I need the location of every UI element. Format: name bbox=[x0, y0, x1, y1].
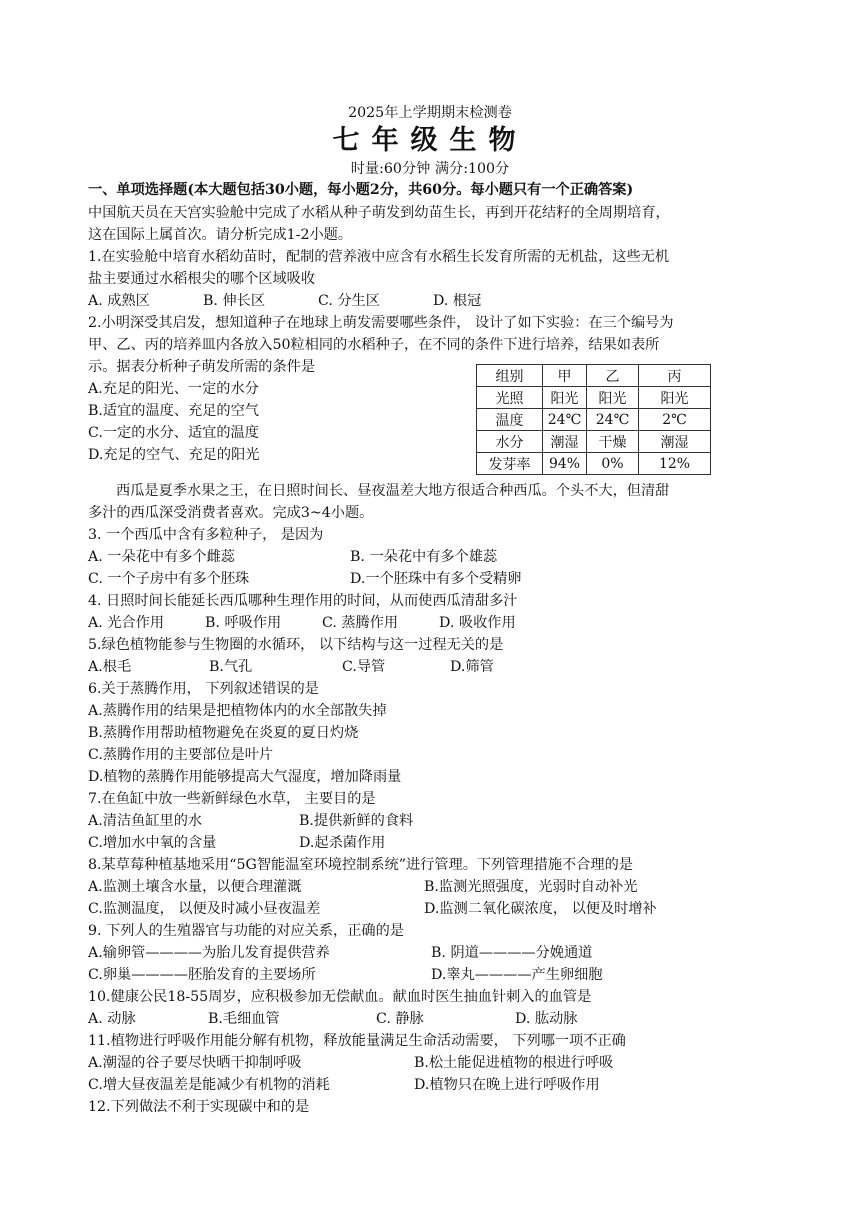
option: D.筛管 bbox=[450, 659, 494, 675]
option: D.一个胚珠中有多个受精卵 bbox=[350, 571, 522, 587]
option: B. 呼吸作用 bbox=[205, 615, 282, 631]
question-stem: 示。据表分析种子萌发所需的条件是 bbox=[88, 359, 316, 375]
table-cell: 组别 bbox=[477, 365, 543, 387]
option: C. 分生区 bbox=[318, 293, 380, 309]
question-stem: 5.绿色植物能参与生物圈的水循环， 以下结构与这一过程无关的是 bbox=[88, 637, 504, 653]
table-cell: 0% bbox=[587, 453, 639, 475]
option: B.适宜的温度、充足的空气 bbox=[88, 403, 259, 419]
page-title: 七年级生物 bbox=[332, 125, 528, 156]
question-stem: 1.在实验舱中培育水稻幼苗时，配制的营养液中应含有水稻生长发育所需的无机盐，这些无机 bbox=[88, 249, 670, 265]
table-cell: 24℃ bbox=[543, 409, 587, 431]
germination-table bbox=[476, 364, 711, 475]
question-stem: 4. 日照时间长能延长西瓜哪种生理作用的时间，从而使西瓜清甜多汁 bbox=[88, 593, 518, 609]
option: B.气孔 bbox=[209, 659, 253, 675]
question-stem: 12.下列做法不利于实现碳中和的是 bbox=[88, 1099, 310, 1115]
exam-name: 2025年上学期期末检测卷 bbox=[348, 105, 512, 121]
option: B. 伸长区 bbox=[203, 293, 266, 309]
table-cell: 水分 bbox=[477, 431, 543, 453]
table-cell: 丙 bbox=[639, 365, 711, 387]
table-cell: 阳光 bbox=[543, 387, 587, 409]
question-stem: 甲、乙、丙的培养皿内各放入50粒相同的水稻种子，在不同的条件下进行培养，结果如表所 bbox=[88, 337, 660, 353]
option: B. 阴道————分娩通道 bbox=[431, 945, 593, 961]
table-cell: 干燥 bbox=[587, 431, 639, 453]
table-row bbox=[477, 431, 711, 453]
option: A.蒸腾作用的结果是把植物体内的水全部散失掉 bbox=[88, 703, 387, 719]
option: A. 一朵花中有多个雌蕊 bbox=[88, 549, 235, 565]
table-cell: 阳光 bbox=[639, 387, 711, 409]
table-row bbox=[477, 453, 711, 475]
section-heading: 一、单项选择题(本大题包括30小题，每小题2分，共60分。每小题只有一个正确答案) bbox=[88, 182, 634, 198]
option: A. 成熟区 bbox=[88, 293, 150, 309]
question-stem: 7.在鱼缸中放一些新鲜绿色水草， 主要目的是 bbox=[88, 791, 376, 807]
option: C.增大昼夜温差是能减少有机物的消耗 bbox=[88, 1077, 330, 1093]
option: D. 根冠 bbox=[433, 293, 482, 309]
option: A.根毛 bbox=[88, 659, 132, 675]
option: A. 光合作用 bbox=[88, 615, 165, 631]
table-cell: 阳光 bbox=[587, 387, 639, 409]
question-stem: 10.健康公民18-55周岁，应积极参加无偿献血。献血时医生抽血针刺入的血管是 bbox=[88, 989, 592, 1005]
intro-line: 西瓜是夏季水果之王，在日照时间长、昼夜温差大地方很适合种西瓜。个头不大，但清甜 bbox=[116, 483, 670, 499]
option: D.植物只在晚上进行呼吸作用 bbox=[414, 1077, 600, 1093]
option: C.一定的水分、适宜的温度 bbox=[88, 425, 259, 441]
option: D.监测二氧化碳浓度， 以便及时增补 bbox=[424, 901, 657, 917]
table-cell: 乙 bbox=[587, 365, 639, 387]
option: B.提供新鲜的食料 bbox=[299, 813, 414, 829]
question-stem: 6.关于蒸腾作用， 下列叙述错误的是 bbox=[88, 681, 319, 697]
table-cell: 光照 bbox=[477, 387, 543, 409]
table-cell: 2℃ bbox=[639, 409, 711, 431]
option: D. 肱动脉 bbox=[515, 1011, 578, 1027]
option: B.蒸腾作用帮助植物避免在炎夏的夏日灼烧 bbox=[88, 725, 359, 741]
table-cell: 发芽率 bbox=[477, 453, 543, 475]
option: D.充足的空气、充足的阳光 bbox=[88, 447, 260, 463]
question-stem: 3. 一个西瓜中含有多粒种子， 是因为 bbox=[88, 527, 324, 543]
question-stem: 2.小明深受其启发，想知道种子在地球上萌发需要哪些条件， 设计了如下实验：在三个编号为 bbox=[88, 315, 674, 331]
option: A.充足的阳光、一定的水分 bbox=[88, 381, 259, 397]
question-stem: 8.某草莓种植基地采用“5G智能温室环境控制系统”进行管理。下列管理措施不合理的是 bbox=[88, 857, 633, 873]
question-stem: 盐主要通过水稻根尖的哪个区域吸收 bbox=[88, 271, 316, 287]
option: C.卵巢————胚胎发育的主要场所 bbox=[88, 967, 316, 983]
table-cell: 甲 bbox=[543, 365, 587, 387]
option: A.输卵管————为胎儿发育提供营养 bbox=[88, 945, 330, 961]
table-cell: 24℃ bbox=[587, 409, 639, 431]
option: A.潮湿的谷子要尽快晒干抑制呼吸 bbox=[88, 1055, 302, 1071]
option: D.起杀菌作用 bbox=[299, 835, 386, 851]
option: D.睾丸————产生卵细胞 bbox=[431, 967, 603, 983]
option: C.蒸腾作用的主要部位是叶片 bbox=[88, 747, 274, 763]
table-cell: 12% bbox=[639, 453, 711, 475]
option: C. 蒸腾作用 bbox=[322, 615, 399, 631]
option: A.监测土壤含水量，以便合理灌溉 bbox=[88, 879, 302, 895]
table-cell: 94% bbox=[543, 453, 587, 475]
option: B. 一朵花中有多个雄蕊 bbox=[350, 549, 498, 565]
table-row bbox=[477, 365, 711, 387]
table-cell: 潮湿 bbox=[639, 431, 711, 453]
option: D.植物的蒸腾作用能够提高大气湿度，增加降雨量 bbox=[88, 769, 402, 785]
intro-line: 这在国际上属首次。请分析完成1-2小题。 bbox=[88, 227, 353, 243]
option: C. 静脉 bbox=[376, 1011, 424, 1027]
intro-line: 多汁的西瓜深受消费者喜欢。完成3~4小题。 bbox=[88, 505, 374, 521]
question-stem: 9. 下列人的生殖器官与功能的对应关系，正确的是 bbox=[88, 923, 404, 939]
option: B.松土能促进植物的根进行呼吸 bbox=[414, 1055, 614, 1071]
table-cell: 潮湿 bbox=[543, 431, 587, 453]
time-score: 时量:60分钟 满分:100分 bbox=[350, 161, 510, 177]
option: C.增加水中氧的含量 bbox=[88, 835, 217, 851]
option: D. 吸收作用 bbox=[439, 615, 516, 631]
option: B.监测光照强度，光弱时自动补光 bbox=[424, 879, 638, 895]
option: C. 一个子房中有多个胚珠 bbox=[88, 571, 250, 587]
option: B.毛细血管 bbox=[208, 1011, 280, 1027]
option: A. 动脉 bbox=[88, 1011, 136, 1027]
option: C.导管 bbox=[342, 659, 386, 675]
option: A.清洁鱼缸里的水 bbox=[88, 813, 203, 829]
question-stem: 11.植物进行呼吸作用能分解有机物，释放能量满足生命活动需要， 下列哪一项不正确 bbox=[88, 1033, 626, 1049]
option: C.监测温度， 以便及时减小昼夜温差 bbox=[88, 901, 321, 917]
table-row bbox=[477, 409, 711, 431]
table-cell: 温度 bbox=[477, 409, 543, 431]
intro-line: 中国航天员在天宫实验舱中完成了水稻从种子萌发到幼苗生长，再到开花结籽的全周期培育， bbox=[88, 205, 670, 221]
table-row bbox=[477, 387, 711, 409]
